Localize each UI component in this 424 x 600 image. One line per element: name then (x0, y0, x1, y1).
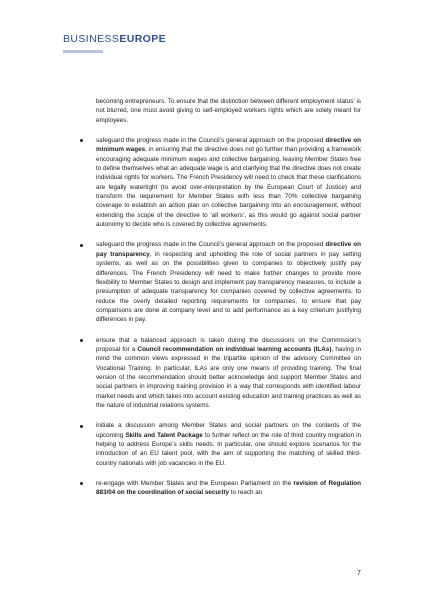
bullet-skills-talent (96, 421, 361, 468)
businesseurope-logo (63, 34, 166, 53)
bullet-text: to reach an (228, 489, 263, 497)
continuation-paragraph: becoming entrepreneurs. To ensure that the distinction between different employment status’ is not blurred, one must avoid giving to self-employed workers rights which are solely meant for employees. (96, 98, 361, 124)
bullet-text: , in respecting and upholding the role of social partners in pay setting systems, as well as on the possibilities given to companies to objectively justify pay differences. The French Presidency will need to make further changes to provide more flexibility to Member States to design and implement pay transparency measures, to include a presumption of adequate transparency for companies covered by collective agreements, to reduce the overly detailed reporting requirements for companies, to ensure that pay comparisons are done at company level and to add performance as a key criterium justifying differences in pay. (96, 250, 362, 324)
bullet-text: re-engage with Member States and the European Parliament on the (96, 480, 294, 488)
bullet-minimum-wages (96, 136, 361, 229)
bullet-bold-term: Council recommendation on individual learning accounts (ILAs) (137, 345, 332, 353)
bullet-learning-accounts (96, 336, 361, 411)
bullet-text: ensure that a balanced approach is taken during the discussions on the Commission’s proposal for a (96, 336, 361, 353)
bullet-social-security (96, 479, 361, 498)
bullet-bold-term: directive on minimum wages (96, 137, 362, 154)
bullet-text: , in ensuring that the directive does not go further than providing a framework encouraging adequate minimum wages and collective bargaining, leaving Member States free to define themselves what an adequate wage is and clarifying that the directive does not create individual rights for workers. The French Presidency will need to check that these clarifications are legally watertight (to avoid over-interpretation by the European Court of Justice) and transform the requirement for Member States with less than 70% collective bargaining coverage to establish an action plan on collective bargaining into an encouragement, without extending the scope of the directive to ‘all workers’, as this would go against social partner autonomy to decide who is covered by collective agreements. (96, 146, 361, 229)
bullet-text: safeguard the progress made in the Council’s general approach on the proposed (96, 137, 326, 145)
bullet-text: initiate a discussion among Member States and social partners on the contents of the upcoming (96, 422, 361, 439)
bullet-list (96, 136, 361, 498)
logo-underline (63, 50, 103, 53)
bullet-pay-transparency (96, 240, 361, 324)
logo-part-business: BUSINESS (63, 33, 120, 45)
logo-wordmark (63, 34, 166, 45)
bullet-text: to further reflect on the role of third country migration in helping to address Europe’s skills needs. In particular, one should explore scenarios for the introduction of an EU talent pool, with the aim of supporting the matching of skilled third-country nationals with job vacancies in the EU. (96, 431, 361, 467)
bullet-bold-term: directive on pay transparency (96, 241, 362, 258)
bullet-text: safeguard the progress made in the Council’s general approach on the proposed (96, 241, 326, 249)
page-number: 7 (357, 570, 361, 577)
document-body (96, 97, 361, 498)
bullet-bold-term: revision of Regulation 883/04 on the coordination of social security (96, 480, 361, 497)
bullet-bold-term: Skills and Talent Package (125, 431, 203, 439)
bullet-text: , having in mind the common views expressed in the tripartite opinion of the advisory Committee on Vocational Training. In particular, ILAs are only one means of providing training. The final version of the recommendation should better acknowledge and support Member States and social partners in improving training provision in a way that corresponds with identified labour market needs and which takes into account existing education and training practices as well as the nature of industrial relations systems. (96, 345, 361, 409)
logo-part-europe: EUROPE (119, 33, 167, 45)
